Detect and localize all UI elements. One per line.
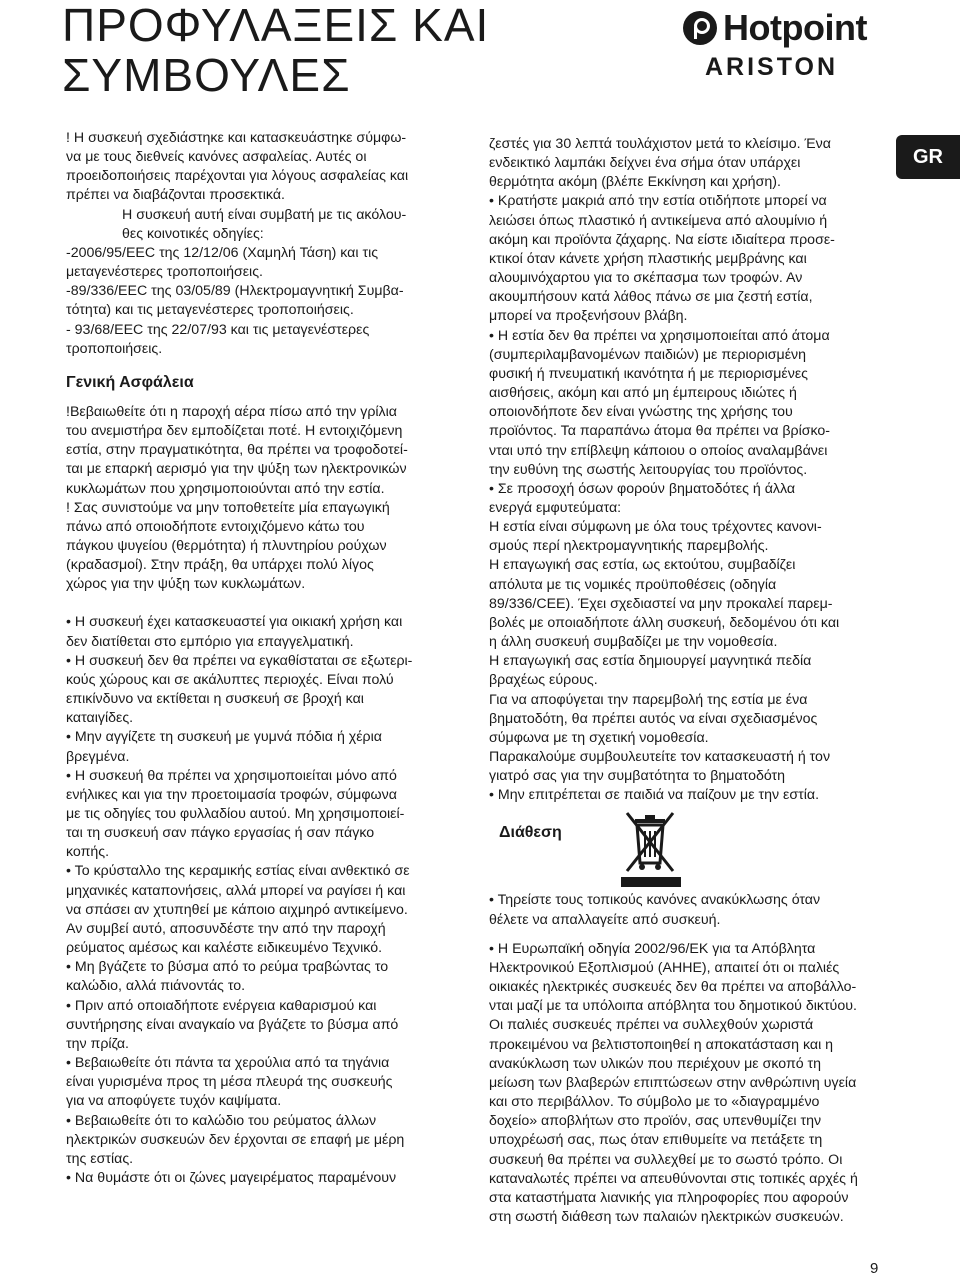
left-column [66,129,468,1188]
hotpoint-logo-icon [683,11,717,45]
right-line: Η εστία είναι σύμφωνη με όλα τους τρέχοντες κανονι- [489,519,822,536]
bullet-line: δεν διατίθεται στο εμπόριο για επαγγελματική. [66,633,354,650]
bullet-line: με τις οδηγίες του φυλλαδίου αυτού. Μη χρησιμοποιεί- [66,806,405,822]
disposal-header [489,809,887,891]
general-safety-line: !Βεβαιωθείτε ότι η παροχή αέρα πίσω από την γρίλια [66,403,398,420]
right-line: • Κρατήστε μακριά από την εστία οτιδήποτε μπορεί να [489,193,827,210]
right-line: 89/336/CEE). Έχει σχεδιαστεί να μην προκαλεί παρεμ- [489,595,833,612]
bullet-line: • Μη βγάζετε το βύσμα από το ρεύμα τραβώντας το [66,959,389,976]
bullet-line: επικίνδυνο να εκτίθεται η συσκευή σε βροχή και [66,691,364,708]
general-safety-line: (κραδασμοί). Στην πράξη, θα υπάρχει πολύ λίγος [66,557,374,574]
bullet-line: ται τη συσκευή σαν πάγκο εργασίας ή σαν πάγκο [66,825,375,842]
disposal-line: στη σωστή διάθεση των παλαιών ηλεκτρικών συσκευών. [489,1208,844,1225]
compliance-intro-line: θες κοινοτικές οδηγίες: [122,225,264,242]
bullet-line: καλώδιο, αλλά πιάνοντάς το. [66,978,246,995]
right-line: • Σε προσοχή όσων φορούν βηματοδότες ή άλλα [489,480,796,497]
right-line: Παρακαλούμε συμβουλευτείτε τον κατασκευαστή ή τον [489,749,831,765]
disposal-line: δοχείο» αποβλήτων στο προϊόν, σας υπενθυμίζει την [489,1113,822,1130]
intro-line: ! Η συσκευή σχεδιάστηκε και κατασκευάστηκε σύμφω- [66,130,407,146]
right-line: ακουμπήσουν κατά λάθος πάνω σε μια ζεστή εστία, [489,289,813,306]
compliance-line: -2006/95/EEC της 12/12/06 (Χαμηλή Τάση) και τις [66,244,379,261]
sub-brand-name: ARISTON [705,53,839,81]
disposal-line: ανακύκλωση των υλικών που περιέχουν με σκοπό τη [489,1055,822,1072]
page-title-line-2: ΣΥΜΒΟΥΛΕΣ [62,49,351,101]
bullet-line: • Η συσκευή δεν θα πρέπει να εγκαθίσταται σε εξωτερι- [66,652,413,669]
right-line: λειώσει όπως πλαστικό ή αντικείμενα από αλουμίνιο ή [489,212,828,229]
bullet-line: της εστίας. [66,1150,134,1167]
right-line: η άλλη συσκευή συμβαδίζει με την νομοθεσία. [489,634,778,651]
right-line: Η επαγωγική σας εστία δημιουργεί μαγνητικά πεδία [489,653,812,670]
right-line: • Η εστία δεν θα πρέπει να χρησιμοποιείται από άτομα [489,327,830,344]
bullet-line: μηχανικές καταπονήσεις, αλλά μπορεί να ραγίσει ή και [66,882,406,899]
right-line: βηματοδότη, θα πρέπει αυτός να είναι σχεδιασμένος [489,710,818,727]
crossed-out-bin-icon [621,809,681,887]
right-line: Για να αποφύγεται την παρεμβολή της εστία με ένα [489,691,808,708]
bullet-line: την πρίζα. [66,1035,129,1052]
right-line: ενεργά εμφυτεύματα: [489,499,622,516]
intro-line: προειδοποιήσεις παρέχονται για λόγους ασφαλείας και [66,168,409,185]
disposal-line: θέλετε να απαλλαγείτε από συσκευή. [489,911,721,928]
page-title-line-1: ΠΡΟΦΥΛΑΞΕΙΣ ΚΑΙ [62,0,490,51]
compliance-line: τροποποιήσεις. [66,340,163,357]
right-line: σύμφωνα με τη σχετική νομοθεσία. [489,729,709,746]
page-title [62,0,489,100]
disposal-line: • Τηρείστε τους τοπικούς κανόνες ανακύκλωσης όταν [489,892,821,909]
right-line: ενδεικτικό λαμπάκι δείχνει ένα σήμα όταν υπάρχει [489,155,801,172]
general-safety-line: πάγκου ψυγείου (θερμότητα) ή πλυντηρίου ρούχων [66,537,387,554]
language-badge: GR [896,135,960,179]
right-line: ζεστές για 30 λεπτά τουλάχιστον μετά το κλείσιμο. Ένα [489,136,831,152]
right-line: Η επαγωγική σας εστία, ως εκτούτου, συμβαδίζει [489,557,796,574]
bullet-line: να σπάσει αν χτυπηθεί με κάποιο αιχμηρό αντικείμενο. [66,901,408,918]
disposal-line: προκειμένου να βελτιστοποιηθεί η αποκατάσταση και η [489,1036,834,1053]
general-safety-line: ται με επαρκή αερισμό για την ψύξη των ηλεκτρονικών [66,461,407,478]
bullet-line: • Η συσκευή θα πρέπει να χρησιμοποιείται μόνο από [66,767,397,784]
right-line: γιατρό σας για την συμβατότητα το βηματοδότη [489,768,786,785]
right-line: σμούς περί ηλεκτρομαγνητικής παρεμβολής. [489,538,769,555]
general-safety-line: του ανεμιστήρα δεν εμποδίζεται ποτέ. Η εντοιχιζόμενη [66,423,403,440]
compliance-line: τότητα) και τις μεταγενέστερες τροποποιήσεις. [66,302,354,319]
general-safety-line: εστία, στην πραγματικότητα, θα πρέπει να τροφοδοτεί- [66,442,408,459]
right-line: νται υπό την επίβλεψη κάποιου ο οποίος αναλαμβάνει [489,442,828,459]
right-line: θερμότητα ακόμη (βλέπε Εκκίνηση και χρήση). [489,174,781,191]
right-line: ακόμη και προϊόντα ζάχαρης. Να είστε ιδιαίτερα προσε- [489,231,835,248]
right-line: αλουμινόχαρτου για το σκέπασμα των τροφών. Αν [489,270,803,287]
general-safety-line: χώρος για την ψύξη των κυκλωμάτων. [66,576,306,593]
bullet-line: ρεύματος αμέσως και καλέστε ειδικευμένο Τεχνικό. [66,940,383,957]
brand-logo [683,8,873,88]
right-line: προϊόντος. Τα παραπάνω άτομα θα πρέπει να βρίσκο- [489,423,831,440]
disposal-line: Ηλεκτρονικού Εξοπλισμού (ΑΗΗΕ), απαιτεί ότι οι παλιές [489,959,840,976]
bullet-line: συντήρησης είναι αναγκαίο να βγάζετε το βύσμα από [66,1016,399,1033]
bullet-line: • Το κρύσταλλο της κεραμικής εστίας είναι ανθεκτικό σε [66,863,410,880]
right-line: (συμπεριλαμβανομένων παιδιών) με περιορισμένη [489,346,807,363]
bullet-line: Αν συμβεί αυτό, αποσυνδέστε την από την παροχή [66,920,386,937]
bullet-line: για να αποφύγετε τυχόν καψίματα. [66,1093,282,1110]
bullet-line: • Να θυμάστε ότι οι ζώνες μαγειρέματος παραμένουν [66,1169,397,1186]
right-line: φυσική ή πνευματική ικανότητα ή με περιορισμένες [489,365,808,382]
bullet-line: • Μην αγγίζετε τη συσκευή με γυμνά πόδια ή χέρια [66,729,382,746]
right-line: βραχέως εύρους. [489,672,598,689]
disposal-line: συσκευή θα πρέπει να συλλεχθεί με το σωστό τρόπο. Οι [489,1151,843,1168]
general-safety-line: ! Σας συνιστούμε να μην τοποθετείτε μία επαγωγική [66,499,390,516]
right-line: βολές με οποιαδήποτε άλλη συσκευή, δεδομένου ότι και [489,614,840,631]
compliance-intro-line: Η συσκευή αυτή είναι συμβατή με τις ακόλου- [122,206,407,223]
right-line: απόλυτα με τις νομικές προϋποθέσεις (οδηγία [489,576,777,593]
bullet-line: ηλεκτρικών συσκευών δεν έρχονται σε επαφή με μέρη [66,1131,405,1148]
bullet-line: • Βεβαιωθείτε ότι το καλώδιο του ρεύματος άλλων [66,1112,377,1129]
bullet-line: βρεγμένα. [66,748,130,765]
disposal-line: νται μαζί με τα υπόλοιπα απόβλητα του δημοτικού δικτύου. [489,998,857,1015]
disposal-line: και στο περιβάλλον. Το σύμβολο με το «διαγραμμένο [489,1094,820,1111]
disposal-heading: Διάθεση [499,824,562,842]
general-safety-heading: Γενική Ασφάλεια [66,373,194,391]
disposal-line: οικιακές ηλεκτρικές συσκευές δεν θα πρέπει να αποβάλλο- [489,979,857,996]
general-safety-line: πάνω από οποιοδήποτε εντοιχιζόμενο κάτω του [66,518,365,535]
bullet-line: είναι γυρισμένα προς τη μέσα πλευρά της συσκευής [66,1074,393,1091]
bullet-line: καταιγίδες. [66,710,134,727]
bullet-line: • Βεβαιωθείτε ότι πάντα τα χερούλια από τα τηγάνια [66,1055,390,1072]
right-column [489,135,887,1227]
compliance-line: μεταγενέστερες τροποποιήσεις. [66,264,263,281]
compliance-line: - 93/68/EEC της 22/07/93 και τις μεταγενέστερες [66,321,370,338]
bullet-line: • Πριν από οποιαδήποτε ενέργεια καθαρισμού και [66,997,377,1014]
disposal-line: Οι παλιές συσκευές πρέπει να συλλεχθούν χωριστά [489,1017,814,1034]
right-line: μπορεί να προξενήσουν βλάβη. [489,308,688,325]
page-number: 9 [870,1260,879,1277]
disposal-line: υποχρέωσή σας, πως όταν επιθυμείτε να πετάξετε τη [489,1132,823,1149]
disposal-line: καταναλωτές πρέπει να απευθύνονται στις τοπικές αρχές ή [489,1170,858,1187]
compliance-line: -89/336/EEC της 03/05/89 (Ηλεκτρομαγνητική Συμβα- [66,283,404,300]
intro-line: να με τους διεθνείς κανόνες ασφαλείας. Αυτές οι [66,149,367,166]
bullet-line: κοπής. [66,844,110,861]
bullet-line: ενήλικες και για την προετοιμασία τροφών, σύμφωνα [66,786,397,803]
right-line: • Μην επιτρέπεται σε παιδιά να παίζουν με την εστία. [489,787,820,804]
intro-line: πρέπει να διαβάζονται προσεκτικά. [66,187,285,204]
right-line: την ευθύνη της σωστής λειτουργίας του προϊόντος. [489,461,808,478]
general-safety-line: κυκλωμάτων που χρησιμοποιούνται από την εστία. [66,480,385,497]
disposal-line: στα καταστήματα λιανικής για πληροφορίες που αφορούν [489,1189,849,1206]
bullet-line: • Η συσκευή έχει κατασκευαστεί για οικιακή χρήση και [66,614,403,631]
right-line: κτικοί όταν κάνετε χρήση πλαστικής μεμβράνης και [489,250,807,267]
right-line: οποιονδήποτε δεν είναι γνώστης της χρήσης του [489,404,793,421]
right-line: αισθήσεις, ακόμη και από μη έμπειρους ιδιώτες ή [489,385,797,402]
bullet-line: κούς χώρους και σε ακάλυπτες περιοχές. Είναι πολύ [66,671,394,688]
brand-name: Hotpoint [723,7,867,48]
disposal-line: μείωση των βλαβερών επιπτώσεων στην ανθρώπινη υγεία [489,1074,857,1091]
disposal-line: • Η Ευρωπαϊκή οδηγία 2002/96/ΕΚ για τα Απόβλητα [489,940,816,957]
